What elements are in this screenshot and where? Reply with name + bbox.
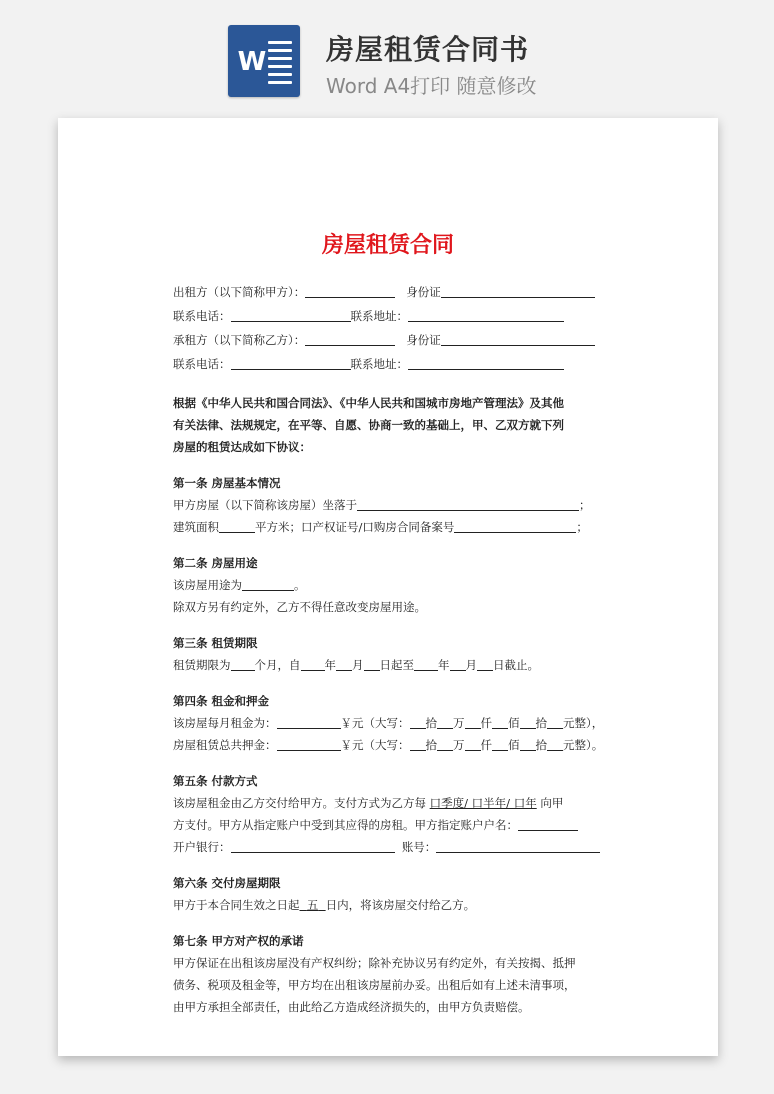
article-1-heading: 第一条 房屋基本情况 <box>173 476 281 490</box>
party-b-phone-blank <box>231 355 351 370</box>
article-5-account <box>173 814 603 836</box>
period: 。 <box>294 578 306 592</box>
payment-to: 向甲 <box>540 796 564 810</box>
article-6-delivery <box>173 894 603 916</box>
article-7-heading: 第七条 甲方对产权的承诺 <box>173 934 304 948</box>
article-5-payment <box>173 792 603 814</box>
article-4-deposit <box>173 734 603 756</box>
article-6-heading: 第六条 交付房屋期限 <box>173 876 281 890</box>
term-label: 租赁期限为 <box>173 658 231 672</box>
party-b-phone-label: 联系电话： <box>173 357 231 371</box>
party-a-row <box>173 282 603 306</box>
article-5-bank <box>173 836 603 858</box>
end-day-blank <box>477 656 493 671</box>
party-a-blank <box>305 283 395 298</box>
account-name-blank <box>518 816 578 831</box>
party-a-phone-blank <box>231 307 351 322</box>
location-label: 甲方房屋（以下简称该房屋）坐落于 <box>173 498 357 512</box>
party-a-id-blank <box>441 283 595 298</box>
certificate-label: 平方米；口产权证号/口购房合同备案号 <box>255 520 455 534</box>
term-months-blank <box>231 656 255 671</box>
party-b-row <box>173 330 603 354</box>
party-b-address-blank <box>408 355 564 370</box>
article-1-area <box>173 516 603 538</box>
word-icon-letter: W <box>237 47 267 77</box>
party-a-id-label: 身份证 <box>406 285 441 299</box>
word-icon-lines <box>268 41 292 89</box>
end-month-blank <box>450 656 466 671</box>
certificate-blank <box>454 518 576 533</box>
term-from: 个月，自 <box>254 658 301 672</box>
payment-label: 该房屋租金由乙方交付给甲方。支付方式为乙方每 <box>173 796 426 810</box>
use-label: 该房屋用途为 <box>173 578 242 592</box>
bank-blank <box>231 838 395 853</box>
use-blank <box>242 576 294 591</box>
article-3-heading: 第三条 租赁期限 <box>173 636 258 650</box>
area-blank <box>219 518 255 533</box>
deposit-label: 房屋租赁总共押金： <box>173 738 277 752</box>
bai: 佰 <box>508 716 520 730</box>
document-body <box>173 282 603 1018</box>
yen-label: ￥元（大写： <box>340 738 410 752</box>
shi: 拾 <box>425 738 437 752</box>
party-a-address-label: 联系地址： <box>350 309 408 323</box>
party-a-address-blank <box>408 307 564 322</box>
bank-label: 开户银行： <box>173 840 231 854</box>
party-b-label: 承租方（以下简称乙方）： <box>173 333 306 347</box>
account-no-blank <box>436 838 600 853</box>
area-label: 建筑面积 <box>173 520 219 534</box>
month-label: 月 <box>352 658 364 672</box>
yuan: 元整）， <box>563 716 604 730</box>
payment-options: 口季度/ 口半年/ 口年 <box>429 796 537 810</box>
party-b-blank <box>305 331 395 346</box>
article-4-heading: 第四条 租金和押金 <box>173 694 270 708</box>
bai: 佰 <box>508 738 520 752</box>
party-b-id-blank <box>441 331 595 346</box>
banner-subtitle: Word A4打印 随意修改 <box>326 74 537 98</box>
delivery-label: 甲方于本合同生效之日起 <box>173 898 300 912</box>
term-end: 日截止。 <box>493 658 539 672</box>
yuan: 元整）。 <box>563 738 604 752</box>
start-year-blank <box>301 656 325 671</box>
document-page <box>58 118 718 1056</box>
shi: 拾 <box>535 716 547 730</box>
delivery-days <box>300 898 326 912</box>
party-a-label: 出租方（以下简称甲方）： <box>173 285 306 299</box>
article-2-note: 除双方另有约定外，乙方不得任意改变房屋用途。 <box>173 600 426 614</box>
intro-line-2: 有关法律、法规规定，在平等、自愿、协商一致的基础上，甲、乙双方就下列 <box>173 418 564 432</box>
article-2-use <box>173 574 603 596</box>
party-b-address-label: 联系地址： <box>350 357 408 371</box>
article-2-heading: 第二条 房屋用途 <box>173 556 258 570</box>
article-4-rent <box>173 712 603 734</box>
delivery-days-value: 五 <box>306 898 319 912</box>
deposit-blank <box>277 736 341 751</box>
start-day-blank <box>364 656 380 671</box>
party-b-id-label: 身份证 <box>406 333 441 347</box>
shi: 拾 <box>425 716 437 730</box>
article-7-line-1: 甲方保证在出租该房屋没有产权纠纷；除补充协议另有约定外，有关按揭、抵押 <box>173 956 576 970</box>
qian: 仟 <box>480 738 492 752</box>
semicolon: ； <box>576 520 588 534</box>
rent-label: 该房屋每月租金为： <box>173 716 277 730</box>
article-7-line-2: 债务、税项及租金等，甲方均在出租该房屋前办妥。出租后如有上述未清事项， <box>173 978 576 992</box>
intro-line-1: 根据《中华人民共和国合同法》、《中华人民共和国城市房地产管理法》及其他 <box>173 396 564 410</box>
party-a-phone-label: 联系电话： <box>173 309 231 323</box>
article-7-line-3: 由甲方承担全部责任，由此给乙方造成经济损失的，由甲方负责赔偿。 <box>173 1000 530 1014</box>
start-month-blank <box>336 656 352 671</box>
article-1-location <box>173 494 603 516</box>
year-label: 年 <box>324 658 336 672</box>
article-3-term <box>173 654 603 676</box>
wan: 万 <box>453 738 465 752</box>
party-a-contact-row <box>173 306 603 330</box>
term-to: 日起至 <box>379 658 414 672</box>
location-blank <box>357 496 579 511</box>
yen-label: ￥元（大写： <box>340 716 410 730</box>
rent-blank <box>277 714 341 729</box>
month-label: 月 <box>465 658 477 672</box>
shi: 拾 <box>535 738 547 752</box>
account-label: 方支付。甲方从指定账户中受到其应得的房租。甲方指定账户户名： <box>173 818 518 832</box>
banner <box>0 0 774 118</box>
article-5-heading: 第五条 付款方式 <box>173 774 258 788</box>
year-label: 年 <box>438 658 450 672</box>
intro-line-3: 房屋的租赁达成如下协议： <box>173 440 311 454</box>
semicolon: ； <box>579 498 591 512</box>
delivery-end: 日内，将该房屋交付给乙方。 <box>325 898 476 912</box>
end-year-blank <box>414 656 438 671</box>
qian: 仟 <box>480 716 492 730</box>
banner-title: 房屋租赁合同书 <box>326 33 530 66</box>
document-title: 房屋租赁合同 <box>321 233 454 258</box>
party-b-contact-row <box>173 354 603 378</box>
account-no-label: 账号： <box>401 840 437 854</box>
word-icon <box>228 25 300 97</box>
wan: 万 <box>453 716 465 730</box>
